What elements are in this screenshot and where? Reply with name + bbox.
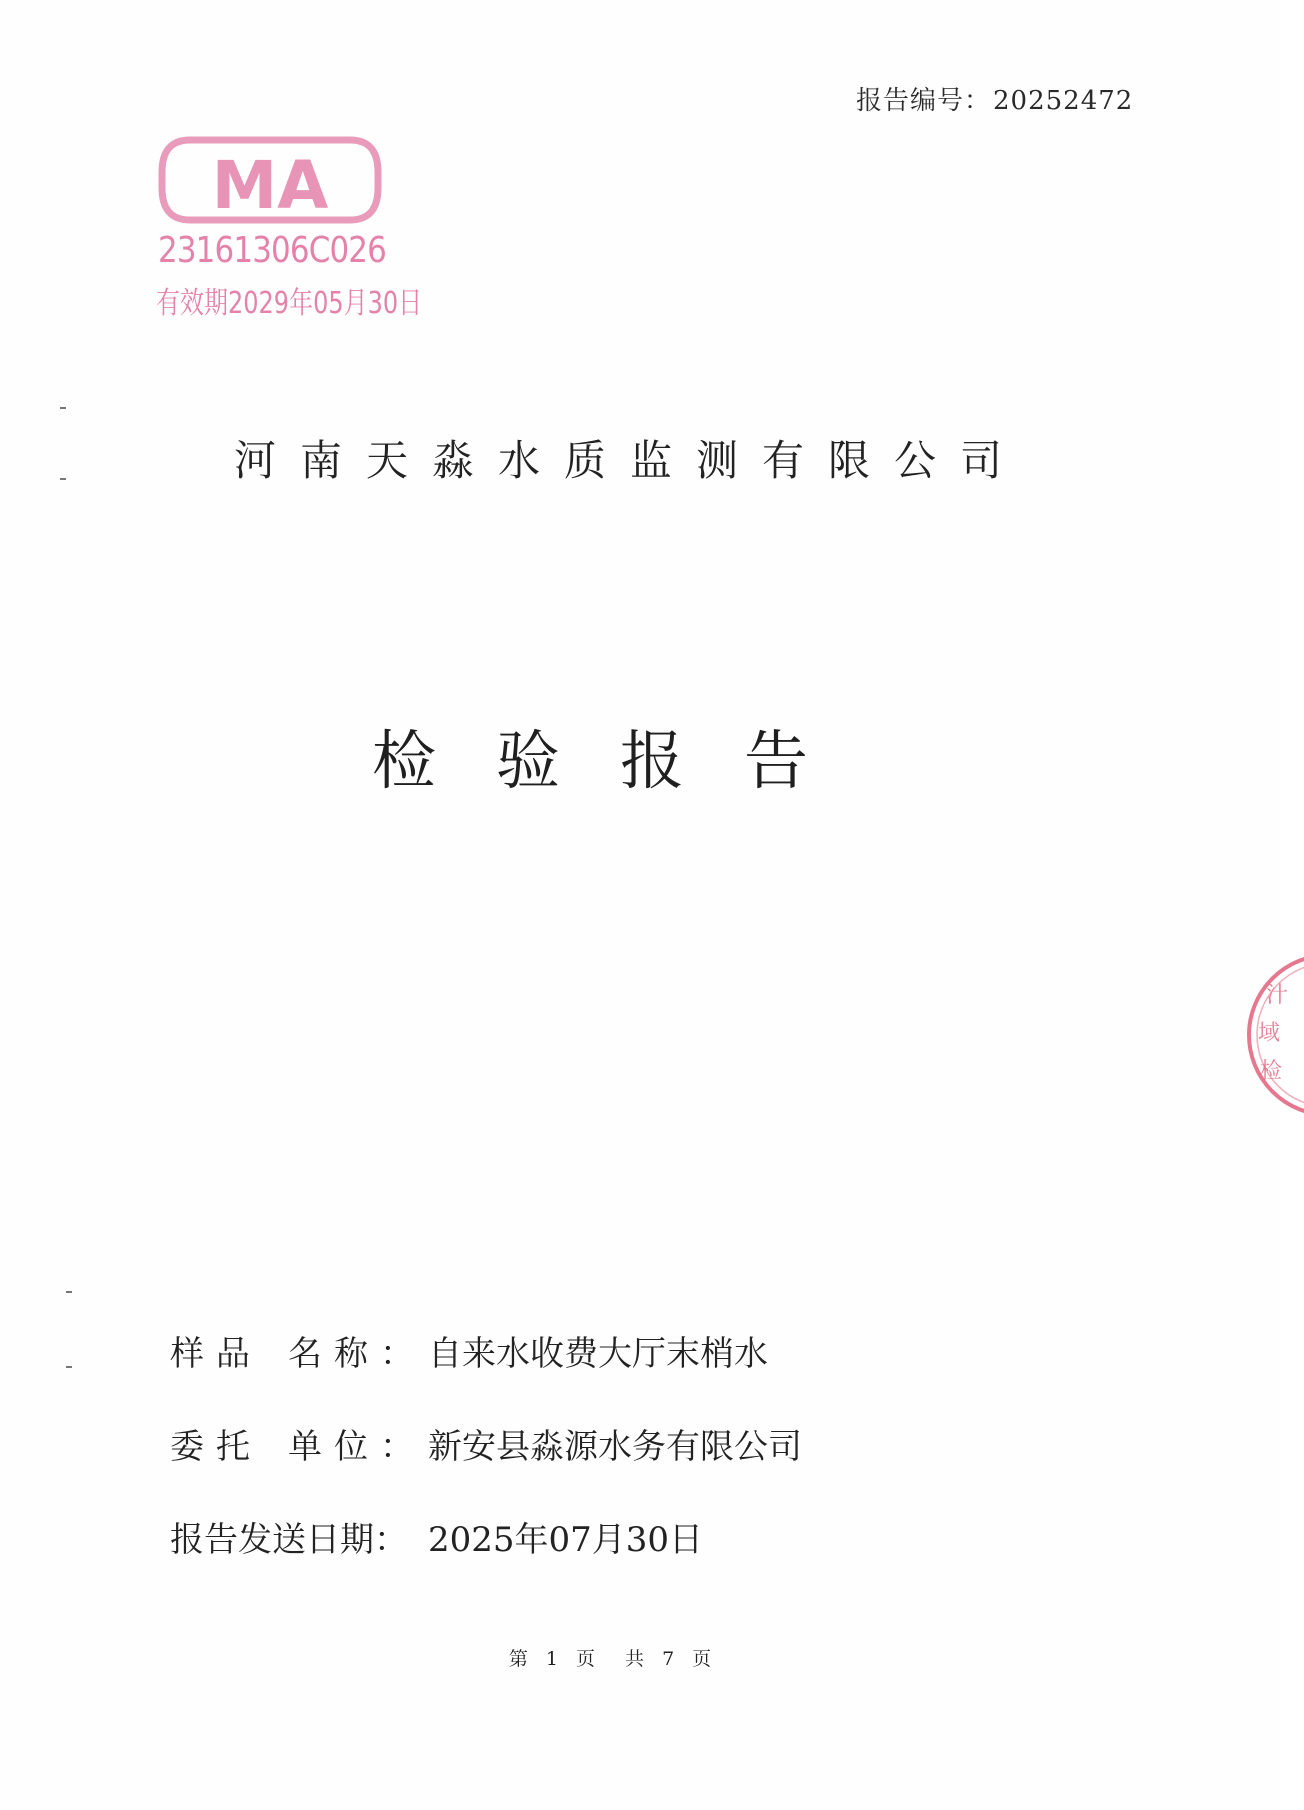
company-name: 河南天淼水质监测有限公司 [233, 436, 1026, 485]
svg-text:汁: 汁 [1266, 983, 1289, 1008]
svg-text:域: 域 [1258, 1021, 1281, 1046]
page-footer [0, 1644, 1200, 1671]
report-date-value: 2025年07月30日 [428, 1520, 704, 1560]
document-title: 检验报告 [372, 725, 868, 799]
report-date-label: 报告发送日期： [170, 1520, 408, 1560]
sample-name-value: 自来水收费大厅末梢水 [428, 1334, 768, 1374]
page-prefix: 第 [508, 1648, 528, 1670]
cma-validity: 有效期2029年05月30日 [156, 286, 423, 321]
report-number-label: 报告编号： [856, 86, 992, 116]
edge-seal-icon [1244, 950, 1304, 1120]
client-row [170, 1419, 802, 1468]
svg-text:检: 检 [1260, 1059, 1283, 1084]
sample-name-label: 样品 名称： [170, 1334, 426, 1374]
sample-name-row [170, 1326, 768, 1375]
page-number: 1 [545, 1648, 558, 1670]
page-unit: 页 [575, 1648, 595, 1670]
report-number [856, 80, 1133, 117]
total-prefix: 共 [625, 1648, 645, 1670]
cma-logo-text: MA [211, 147, 329, 224]
cma-stamp [150, 130, 423, 330]
total-unit: 页 [692, 1648, 712, 1670]
cma-logo-icon [150, 130, 390, 230]
scan-mark [66, 1291, 72, 1293]
scan-mark [66, 1366, 72, 1368]
total-pages: 7 [662, 1648, 675, 1670]
report-date-row [170, 1512, 703, 1561]
client-label: 委托 单位： [170, 1427, 426, 1467]
cma-code: 23161306C026 [158, 230, 386, 271]
client-value: 新安县淼源水务有限公司 [428, 1427, 802, 1467]
report-number-value: 20252472 [993, 86, 1134, 116]
scan-mark [60, 478, 66, 480]
scan-mark [60, 407, 66, 409]
